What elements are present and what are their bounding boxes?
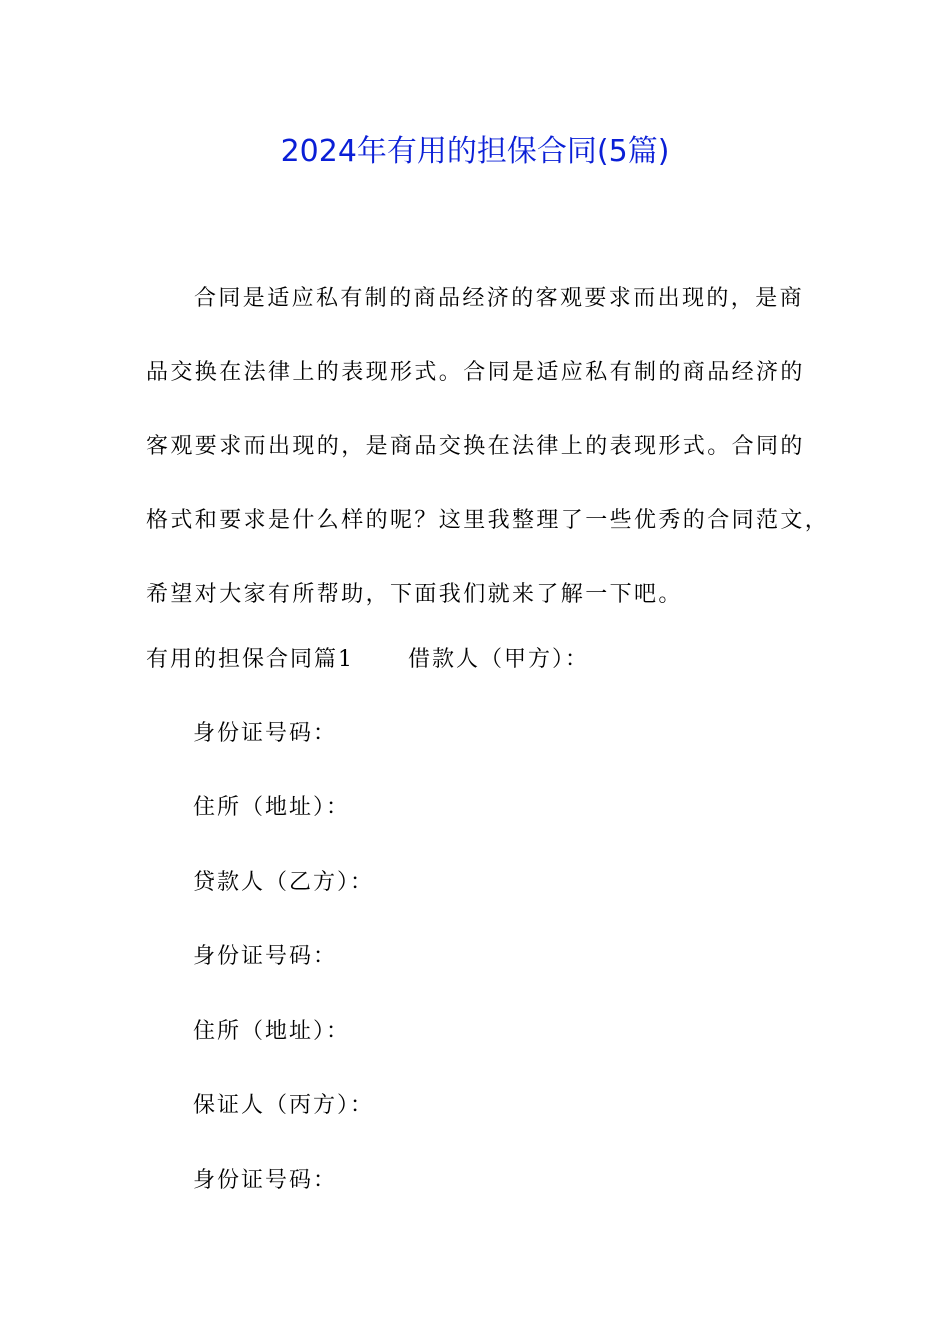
intro-paragraph [146,262,830,632]
lender-id-label: 身份证号码： [193,944,338,969]
section-heading: 有用的担保合同篇1 [146,647,354,672]
section-heading-row [146,638,589,682]
intro-line: 品交换在法律上的表现形式。合同是适应私有制的商品经济的 [146,360,805,385]
borrower-address-label: 住所（地址）： [193,795,351,820]
intro-line: 客观要求而出现的，是商品交换在法律上的表现形式。合同的 [146,434,805,459]
intro-line: 格式和要求是什么样的呢？这里我整理了一些优秀的合同范文， [146,508,830,533]
intro-line: 希望对大家有所帮助，下面我们就来了解一下吧。 [146,582,683,607]
borrower-label: 借款人（甲方）： [408,647,590,672]
lender-address-label: 住所（地址）： [193,1019,351,1044]
lender-label: 贷款人（乙方）： [193,870,375,895]
guarantor-id-label: 身份证号码： [193,1168,338,1193]
document-title: 2024年有用的担保合同(5篇) [280,134,670,169]
intro-line: 合同是适应私有制的商品经济的客观要求而出现的，是商 [194,286,805,311]
borrower-id-label: 身份证号码： [193,721,338,746]
guarantor-label: 保证人（丙方）： [193,1093,375,1118]
